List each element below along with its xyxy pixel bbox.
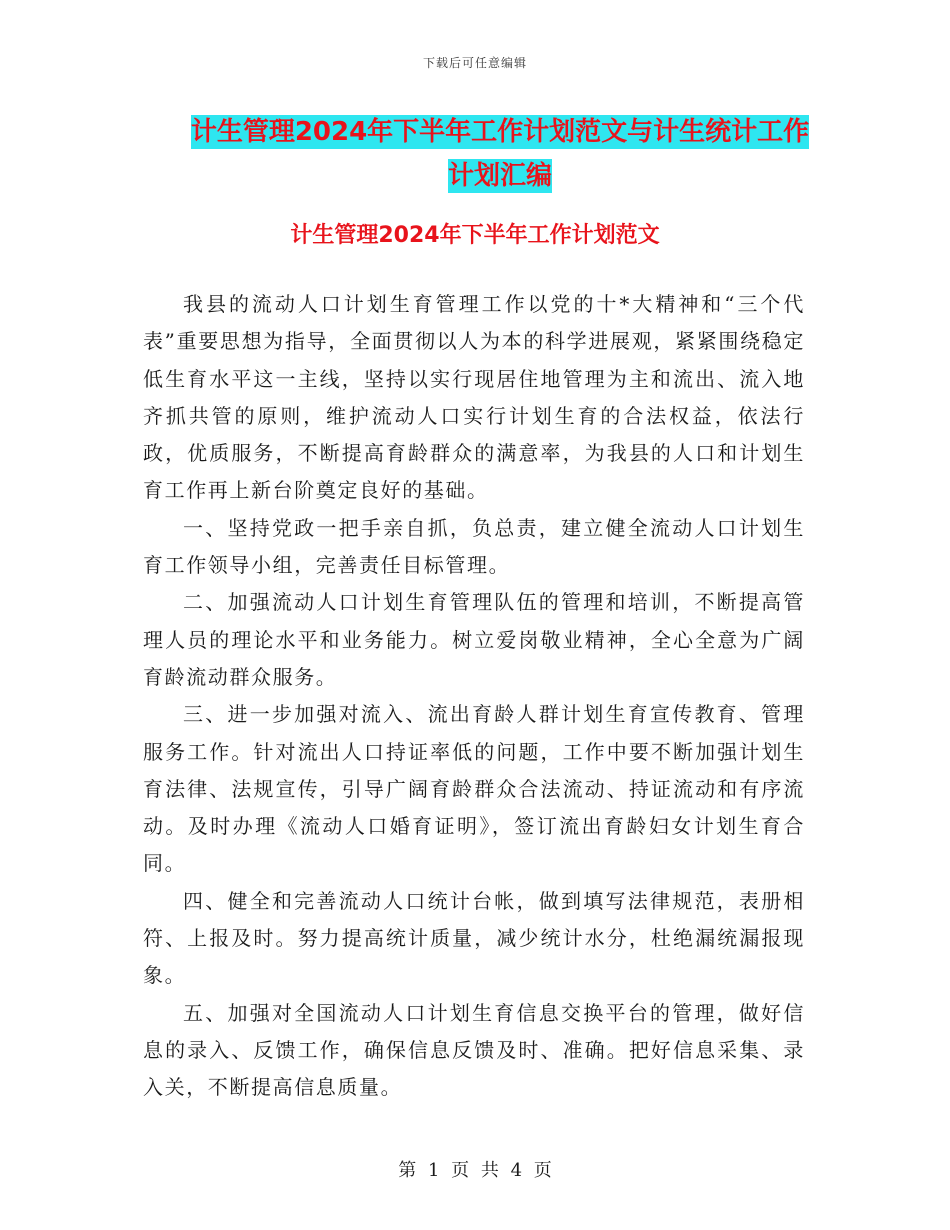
page-number-footer: 第 1 页 共 4 页 (398, 1160, 552, 1181)
paragraph-item-4: 四、健全和完善流动人口统计台帐，做到填写法律规范，表册相符、上报及时。努力提高统计质量，减少统计水分，杜绝漏统漏报现象。 (143, 888, 805, 988)
section-title: 计生管理2024年下半年工作计划范文 (290, 223, 660, 248)
paragraph-intro: 我县的流动人口计划生育管理工作以党的十*大精神和“三个代表”重要思想为指导，全面贯彻以人为本的科学进展观，紧紧围绕稳定低生育水平这一主线，坚持以实行现居住地管理为主和流出、流入地齐抓共管的原则，维护流动人口实行计划生育的合法权益，依法行政，优质服务，不断提高育龄群众的满意率，为我县的人口和计划生育工作再上新台阶奠定良好的基础。 (143, 292, 805, 503)
document-title-line-2: 计划汇编 (447, 161, 552, 191)
paragraph-item-1: 一、坚持党政一把手亲自抓，负总责，建立健全流动人口计划生育工作领导小组，完善责任目标管理。 (143, 515, 805, 578)
paragraph-item-5: 五、加强对全国流动人口计划生育信息交换平台的管理，做好信息的录入、反馈工作，确保信息反馈及时、准确。把好信息采集、录入关，不断提高信息质量。 (143, 1000, 805, 1100)
page-header-note: 下载后可任意编辑 (422, 56, 527, 70)
document-body (143, 286, 805, 1107)
paragraph-item-3: 三、进一步加强对流入、流出育龄人群计划生育宣传教育、管理服务工作。针对流出人口持证率低的问题，工作中要不断加强计划生育法律、法规宣传，引导广阔育龄群众合法流动、持证流动和有序流动。及时办理《流动人口婚育证明》，签订流出育龄妇女计划生育合同。 (143, 702, 805, 876)
document-title (140, 110, 860, 198)
document-title-line-1: 计生管理2024年下半年工作计划范文与计生统计工作 (190, 117, 810, 147)
paragraph-item-2: 二、加强流动人口计划生育管理队伍的管理和培训，不断提高管理人员的理论水平和业务能力。树立爱岗敬业精神，全心全意为广阔育龄流动群众服务。 (143, 590, 805, 689)
